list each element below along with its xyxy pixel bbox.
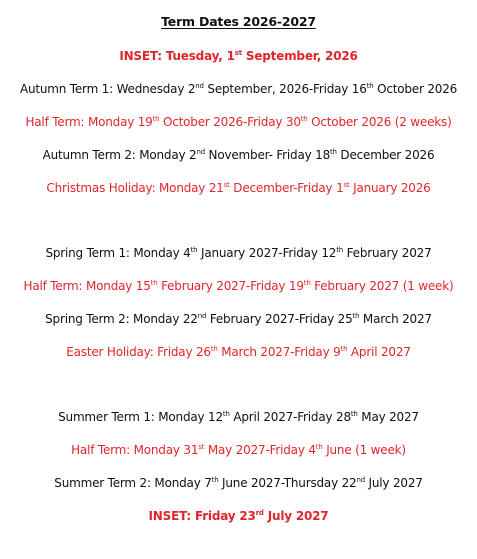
term-entry <box>0 344 477 360</box>
entry-text: July 2027 <box>263 509 329 523</box>
ordinal-suffix: rd <box>255 509 264 517</box>
term-entry <box>0 245 477 261</box>
entry-text: May 2027-Friday 4 <box>204 443 316 457</box>
term-entry <box>0 278 477 294</box>
term-entry <box>0 147 477 163</box>
entry-text: Spring Term 2: Monday 22 <box>45 312 198 326</box>
ordinal-suffix: th <box>336 246 343 254</box>
entry-text: June (1 week) <box>322 443 406 457</box>
entry-text: September, 2026 <box>241 49 358 63</box>
ordinal-suffix: st <box>234 49 242 57</box>
entry-text: October 2026 (2 weeks) <box>307 115 452 129</box>
entry-text: INSET: Friday 23 <box>148 509 256 523</box>
entry-text: October 2026-Friday 30 <box>159 115 301 129</box>
ordinal-suffix: th <box>222 410 230 418</box>
term-entry <box>0 442 477 458</box>
ordinal-suffix: th <box>350 410 358 418</box>
ordinal-suffix: th <box>330 148 337 156</box>
ordinal-suffix: th <box>210 345 218 353</box>
term-entry <box>0 508 477 524</box>
ordinal-suffix: st <box>198 443 205 451</box>
term-entry <box>0 48 477 64</box>
entry-text: Half Term: Monday 15 <box>23 279 151 293</box>
ordinal-suffix: th <box>340 345 348 353</box>
entry-text: June 2027-Thursday 22 <box>218 476 357 490</box>
ordinal-suffix: th <box>352 312 360 320</box>
term-entry <box>0 114 477 130</box>
entry-text: Half Term: Monday 19 <box>25 115 153 129</box>
entry-text: Summer Term 1: Monday 12 <box>58 410 223 424</box>
ordinal-suffix: th <box>315 443 323 451</box>
entry-text: April 2027-Friday 28 <box>229 410 351 424</box>
ordinal-suffix: th <box>190 246 198 254</box>
entry-text: May 2027 <box>357 410 419 424</box>
ordinal-suffix: nd <box>195 82 204 90</box>
ordinal-suffix: st <box>343 181 350 189</box>
ordinal-suffix: th <box>366 82 374 90</box>
entry-text: Summer Term 2: Monday 7 <box>54 476 212 490</box>
entry-text: February 2027-Friday 19 <box>157 279 304 293</box>
term-entry <box>0 81 477 97</box>
entry-text: Spring Term 1: Monday 4 <box>45 246 191 260</box>
entry-text: April 2027 <box>347 345 411 359</box>
entry-text: Autumn Term 1: Wednesday 2 <box>19 82 196 96</box>
term-entry <box>0 180 477 196</box>
entry-text: Easter Holiday: Friday 26 <box>66 345 211 359</box>
ordinal-suffix: th <box>211 476 219 484</box>
term-entry <box>0 475 477 491</box>
ordinal-suffix: th <box>300 115 308 123</box>
entry-text: September, 2026-Friday 16 <box>203 82 367 96</box>
ordinal-suffix: th <box>152 115 160 123</box>
entry-text: December-Friday 1 <box>229 181 344 195</box>
ordinal-suffix: th <box>303 279 311 287</box>
entry-text: July 2027 <box>364 476 423 490</box>
ordinal-suffix: nd <box>197 312 207 320</box>
entry-text: February 2027 (1 week) <box>310 279 454 293</box>
entry-text: Autumn Term 2: Monday 2 <box>42 148 197 162</box>
entry-text: March 2027-Friday 9 <box>217 345 341 359</box>
entry-text: December 2026 <box>336 148 435 162</box>
entry-text: Christmas Holiday: Monday 21 <box>46 181 224 195</box>
ordinal-suffix: th <box>150 279 158 287</box>
entry-text: January 2027-Friday 12 <box>197 246 337 260</box>
entry-text: March 2027 <box>359 312 432 326</box>
entry-text: October 2026 <box>373 82 458 96</box>
entry-text: INSET: Tuesday, 1 <box>119 49 235 63</box>
term-entry <box>0 311 477 327</box>
entry-text: November- Friday 18 <box>204 148 331 162</box>
ordinal-suffix: st <box>223 181 230 189</box>
term-entry <box>0 409 477 425</box>
entry-text: February 2027 <box>343 246 432 260</box>
document-title: Term Dates 2026-2027 <box>161 14 316 29</box>
ordinal-suffix: nd <box>196 148 205 156</box>
ordinal-suffix: nd <box>356 476 365 484</box>
entry-text: February 2027-Friday 25 <box>206 312 353 326</box>
entry-text: Half Term: Monday 31 <box>71 443 199 457</box>
entry-text: January 2026 <box>349 181 431 195</box>
